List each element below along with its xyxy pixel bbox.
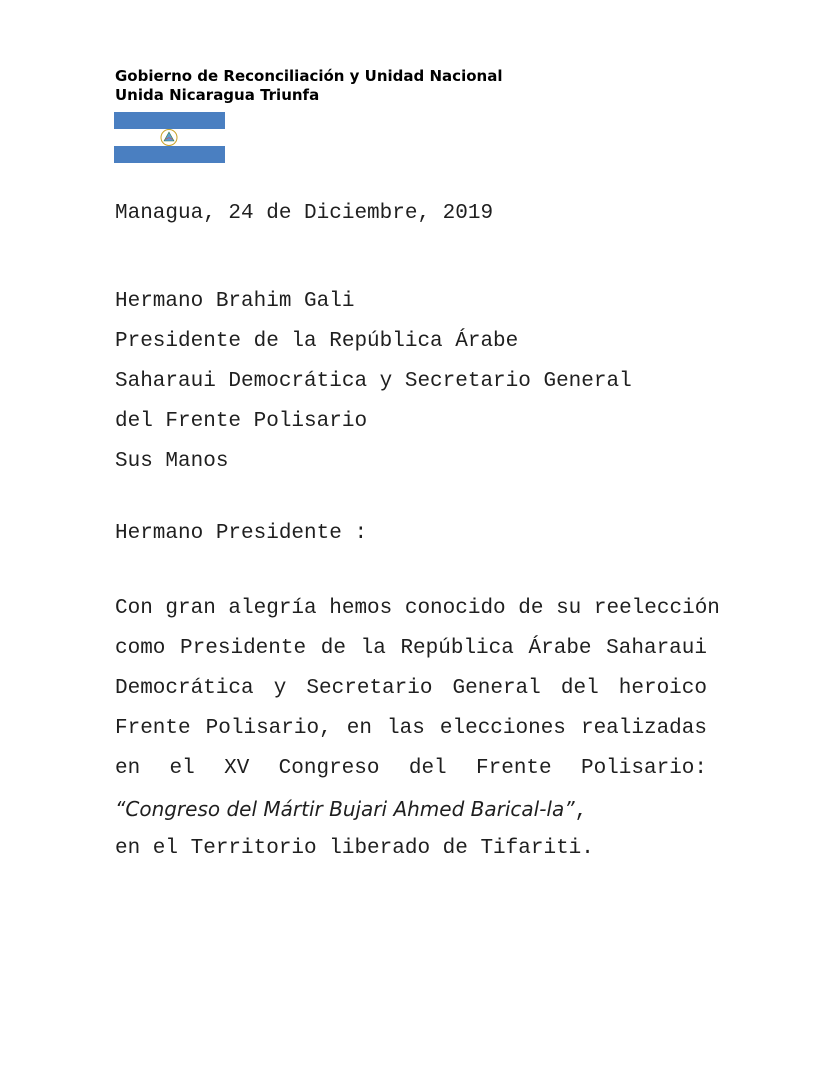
salutation: Hermano Presidente :	[115, 522, 368, 545]
recipient-line: Hermano Brahim Gali	[115, 290, 355, 313]
flag-top-stripe	[114, 112, 225, 129]
body-line: Democrática y Secretario General del heroico	[115, 677, 707, 700]
nicaragua-flag-icon	[114, 112, 225, 163]
letterhead-slogan: Unida Nicaragua Triunfa	[115, 86, 320, 104]
congress-comma: ,	[574, 800, 588, 823]
body-final-line: en el Territorio liberado de Tifariti.	[115, 837, 594, 860]
body-line: Frente Polisario, en las elecciones realizadas	[115, 717, 707, 740]
body-line: en el XV Congreso del Frente Polisario:	[115, 757, 707, 780]
letter-body	[115, 589, 720, 869]
coat-of-arms-icon	[158, 128, 180, 147]
letterhead-government: Gobierno de Reconciliación y Unidad Nacional	[115, 67, 503, 85]
flag-bottom-stripe	[114, 146, 225, 163]
letter-date: Managua, 24 de Diciembre, 2019	[115, 202, 494, 225]
recipient-line: Saharaui Democrática y Secretario General	[115, 370, 632, 393]
body-line: Con gran alegría hemos conocido de su reelección	[115, 597, 720, 620]
letterhead	[115, 67, 502, 105]
congress-name: “Congreso del Mártir Bujari Ahmed Barical-la”	[115, 797, 575, 821]
congress-name-line	[115, 789, 707, 829]
recipient-line: Presidente de la República Árabe	[115, 330, 519, 353]
body-line: como Presidente de la República Árabe Saharaui	[115, 637, 707, 660]
recipient-line: Sus Manos	[115, 450, 229, 473]
recipient-block	[115, 282, 632, 482]
recipient-line: del Frente Polisario	[115, 410, 368, 433]
